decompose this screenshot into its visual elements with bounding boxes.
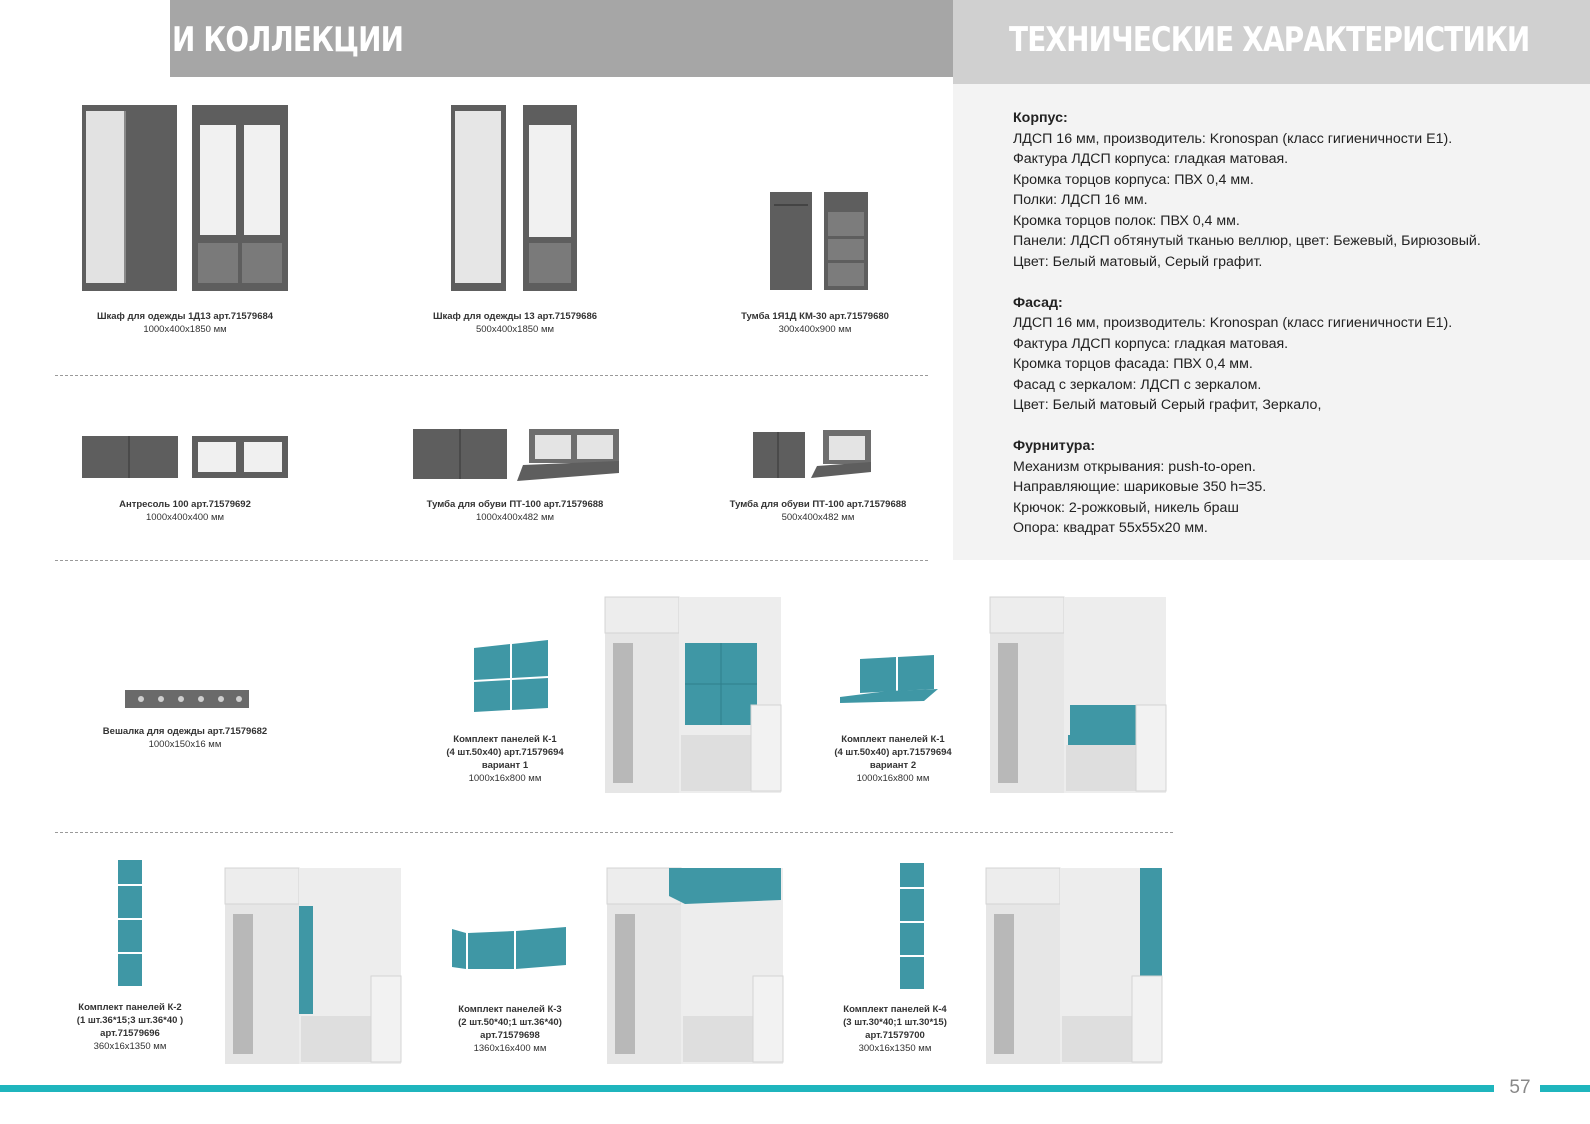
product-name: Вешалка для одежды арт.71579682 xyxy=(102,726,268,737)
footer-accent-bar xyxy=(1540,1085,1590,1092)
furnitura-line: Направляющие: шариковые 350 h=35. xyxy=(1013,479,1267,495)
product-size: 1000х16х800 мм xyxy=(468,773,542,784)
product-size: 300х400х900 мм xyxy=(778,324,852,335)
product-name: вариант 1 xyxy=(481,760,529,771)
product-size: 500х400х482 мм xyxy=(781,512,855,523)
product-caption xyxy=(405,1003,615,1055)
row-divider xyxy=(55,560,928,561)
product-size: 1000х400х1850 мм xyxy=(143,324,227,335)
row-divider xyxy=(55,375,928,376)
specs-title: ТЕХНИЧЕСКИЕ ХАРАКТЕРИСТИКИ xyxy=(1009,20,1530,60)
product-caption xyxy=(60,498,310,524)
product-size: 1000х150х16 мм xyxy=(148,739,222,750)
product-name: арт.71579700 xyxy=(865,1030,925,1041)
korpus-line: Фактура ЛДСП корпуса: гладкая матовая. xyxy=(1013,151,1289,167)
fasad-heading: Фасад: xyxy=(1013,294,1063,311)
product-name: Тумба для обуви ПТ-100 арт.71579688 xyxy=(729,499,907,510)
product-caption xyxy=(778,733,1008,785)
product-size: 1000х400х482 мм xyxy=(475,512,555,523)
product-caption xyxy=(790,1003,1000,1055)
wardrobe-13-image xyxy=(449,103,579,293)
product-caption xyxy=(693,498,943,524)
specs-text xyxy=(1013,108,1481,539)
mezzanine-100-image xyxy=(80,432,290,480)
product-name: Антресоль 100 арт.71579692 xyxy=(119,499,251,510)
coat-hanger-image xyxy=(125,688,250,710)
product-size: 1000х16х800 мм xyxy=(856,773,930,784)
korpus-line: Цвет: Белый матовый, Серый графит. xyxy=(1013,253,1263,270)
furnitura-heading: Фурнитура: xyxy=(1013,438,1096,454)
product-name: (1 шт.36*15;3 шт.36*40 ) xyxy=(76,1015,184,1026)
hallway-k2-image xyxy=(223,866,403,1066)
product-size: 500х400х1850 мм xyxy=(475,324,555,335)
specs-panel xyxy=(953,84,1590,560)
product-size: 300х16х1350 мм xyxy=(858,1043,932,1054)
panel-set-k2-image xyxy=(116,858,146,988)
korpus-line: ЛДСП 16 мм, производитель: Kronospan (класс гигиеничности Е1). xyxy=(1013,130,1453,147)
product-caption xyxy=(690,310,940,336)
panel-set-k1-v1-image xyxy=(472,638,552,714)
product-caption xyxy=(390,310,640,336)
product-name: (3 шт.30*40;1 шт.30*15) xyxy=(843,1017,947,1028)
fasad-line: Фасад с зеркалом: ЛДСП с зеркалом. xyxy=(1013,376,1262,393)
product-name: (4 шт.50х40) арт.71579694 xyxy=(446,747,564,758)
row-divider xyxy=(55,832,1173,833)
shoe-cabinet-500-image xyxy=(751,428,873,482)
fasad-line: ЛДСП 16 мм, производитель: Kronospan (класс гигиеничности Е1). xyxy=(1013,315,1453,331)
panel-set-k3-image xyxy=(450,927,570,973)
furnitura-line: Крючок: 2-рожковый, никель браш xyxy=(1013,499,1239,516)
korpus-line: Кромка торцов корпуса: ПВХ 0,4 мм. xyxy=(1013,171,1254,188)
product-name: Комплект панелей К-3 xyxy=(458,1004,562,1015)
header-banner-right xyxy=(953,0,1590,84)
product-name: Комплект панелей К-1 xyxy=(841,734,945,745)
product-caption xyxy=(60,310,310,336)
korpus-line: Кромка торцов полок: ПВХ 0,4 мм. xyxy=(1013,212,1240,229)
cabinet-km30-image xyxy=(768,190,870,292)
korpus-heading: Корпус: xyxy=(1013,110,1068,126)
product-name: Тумба для обуви ПТ-100 арт.71579688 xyxy=(426,499,604,510)
collection-title: И КОЛЛЕКЦИИ xyxy=(172,20,404,60)
product-name: Шкаф для одежды 1Д13 арт.71579684 xyxy=(96,311,274,322)
product-name: Комплект панелей К-4 xyxy=(843,1004,947,1015)
hallway-k1-v1-image xyxy=(603,595,783,795)
shoe-cabinet-1000-image xyxy=(411,425,621,483)
product-name: арт.71579696 xyxy=(100,1028,160,1039)
korpus-line: Панели: ЛДСП обтянутый тканью веллюр, цвет: Бежевый, Бирюзовый. xyxy=(1013,233,1481,249)
fasad-line: Фактура ЛДСП корпуса: гладкая матовая. xyxy=(1013,335,1289,352)
product-size: 360х16х1350 мм xyxy=(93,1041,167,1052)
product-name: Шкаф для одежды 13 арт.71579686 xyxy=(432,311,598,322)
product-caption xyxy=(30,1001,230,1053)
hallway-k4-image xyxy=(984,866,1164,1066)
footer-accent-bar xyxy=(0,1085,1494,1092)
product-name: (2 шт.50*40;1 шт.36*40) xyxy=(458,1017,562,1028)
product-name: Комплект панелей К-1 xyxy=(453,734,557,745)
panel-set-k4-image xyxy=(898,861,928,991)
product-size: 1000х400х400 мм xyxy=(145,512,225,523)
product-size: 1360х16х400 мм xyxy=(473,1043,547,1054)
fasad-line: Кромка торцов фасада: ПВХ 0,4 мм. xyxy=(1013,356,1253,372)
product-caption xyxy=(60,725,310,751)
product-caption xyxy=(390,498,640,524)
product-name: Тумба 1Я1Д КМ-30 арт.71579680 xyxy=(741,311,889,322)
furnitura-line: Опора: квадрат 55х55х20 мм. xyxy=(1013,520,1208,536)
product-name: арт.71579698 xyxy=(480,1030,540,1041)
product-name: вариант 2 xyxy=(869,760,917,771)
header-banner-left xyxy=(170,0,953,77)
product-caption xyxy=(390,733,620,785)
product-name: (4 шт.50х40) арт.71579694 xyxy=(834,747,952,758)
wardrobe-1d13-image xyxy=(80,103,290,293)
product-name: Комплект панелей К-2 xyxy=(78,1002,182,1013)
korpus-line: Полки: ЛДСП 16 мм. xyxy=(1013,192,1148,208)
furnitura-line: Механизм открывания: push-to-open. xyxy=(1013,458,1256,475)
panel-set-k1-v2-image xyxy=(838,655,958,705)
page-number: 57 xyxy=(1509,1077,1531,1098)
hallway-k3-image xyxy=(605,866,785,1066)
hallway-k1-v2-image xyxy=(988,595,1168,795)
fasad-line: Цвет: Белый матовый Серый графит, Зеркало, xyxy=(1013,397,1322,413)
